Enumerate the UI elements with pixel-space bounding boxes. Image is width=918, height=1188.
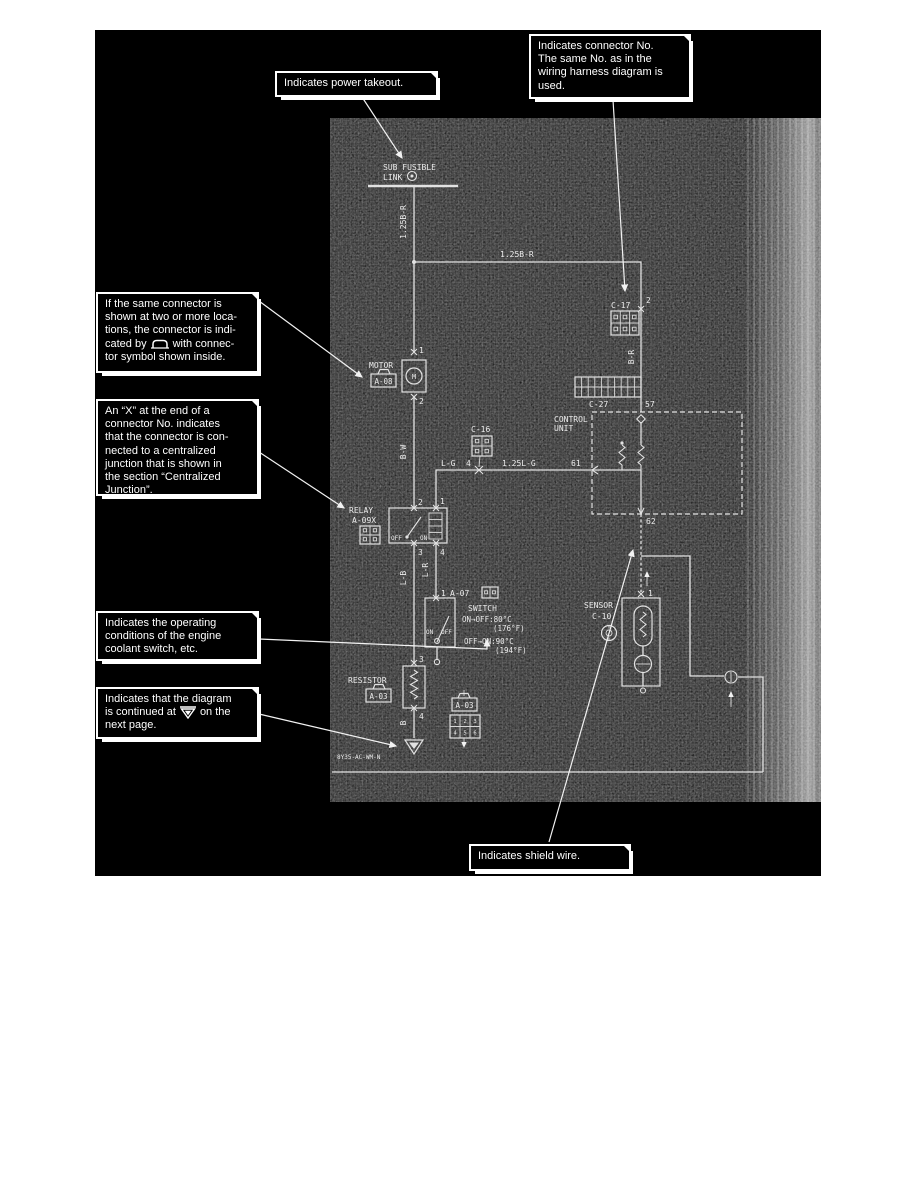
callout-line: Indicates power takeout. [284,77,404,89]
wire-label-b: B [399,720,408,726]
callout-line: nected to a centralized [105,444,216,457]
callout-line: Indicates shield wire. [478,850,581,862]
callout-same-connector [96,292,259,373]
motor-symbol: M [411,373,417,381]
motor-label: MOTOR [369,361,394,370]
callout-line: conditions of the engine [105,630,222,643]
switch-condition-2: (176°F) [493,624,525,633]
a03-pin-1: 1 [453,719,457,725]
control-unit-label-1: CONTROL [554,415,588,424]
sensor-label: SENSOR [584,601,613,610]
callout-power-takeout [275,71,438,97]
callout-x-suffix [96,399,259,496]
switch-state-on: ON [426,629,434,636]
callout-line-pre: is continued at [105,706,176,719]
callout-line-with-icon [105,706,250,719]
pin-relay-2: 2 [418,498,423,507]
a03-pin-4: 4 [453,730,457,737]
pin-motor-2: 2 [419,397,424,406]
pin-relay-4: 4 [440,548,445,557]
switch-condition-3: OFF→ON:90°C [464,637,514,646]
sub-fusible-link-label-2: LINK [383,173,403,182]
connector-a09x-label: A-09X [352,516,377,525]
pin-switch-1: 1 [441,589,446,598]
a03-pin-5: 5 [463,730,467,737]
power-takeout-dot [411,175,414,178]
wire-label-feed-vertical: 1.25B-R [399,205,408,239]
switch-condition-4: (194°F) [495,646,527,655]
callout-line: Indicates the operating [105,617,217,629]
callout-line: Indicates connector No. [538,40,654,52]
callout-line: the section “Centralized [105,471,221,484]
wire-label-br: B-R [627,349,636,365]
callout-connector-no [529,34,691,99]
connector-c27-label: C-27 [589,400,609,409]
wire-label-lr: L-R [421,562,430,578]
switch-state-off: OFF [441,629,452,636]
connector-c10-label: C-10 [592,612,612,621]
callout-line-pre: cated by [105,337,147,350]
callout-continued [96,687,259,739]
a03-pin-2: 2 [463,719,467,725]
callout-line: used. [538,79,565,92]
connector-c17-label: C-17 [611,301,631,310]
pin-relay-3: 3 [418,548,423,557]
connector-a03-resistor-label: A-03 [369,692,388,701]
callout-line: that the connector is con- [105,431,229,444]
relay-state-on: ON [420,535,428,542]
callout-line-post: on the [199,706,231,719]
pin-c16-4: 4 [466,459,471,468]
a03-pin-6: 6 [473,730,477,737]
diagram-code: 8Y35-AC-WM-N [337,754,381,761]
callout-line: tor symbol shown inside. [105,350,226,363]
wire-label-lb: L-B [399,570,408,586]
continuation-triangle-icon [180,706,196,719]
pin-relay-1: 1 [440,497,445,506]
callout-line: If the same connector is [105,298,222,310]
callout-line: junction that is shown in [105,457,222,470]
connector-a03-detail-icon [450,715,480,738]
pin-sensor-1: 1 [648,589,653,598]
callout-line: The same No. as in the [538,53,652,66]
callout-line: wiring harness diagram is [538,66,663,79]
wire-label-feed-horizontal: 1.25B-R [500,250,534,259]
callout-line: coolant switch, etc. [105,643,198,656]
callout-line: connector No. indicates [105,418,220,431]
wire-label-lg-heavy: 1.25L-G [502,459,536,468]
callout-shield-wire [469,844,631,871]
connector-a03-detail [450,690,480,747]
connector-symbol-icon [151,339,169,349]
pin-cu-61: 61 [571,459,581,468]
callout-line-with-icon [105,338,250,351]
callout-line-post: with connec- [172,337,235,350]
pin-cu-62: 62 [646,517,656,526]
pin-c27-57: 57 [645,400,655,409]
wire-label-lg: L-G [441,459,456,468]
connector-a08-label: A-08 [374,377,393,386]
switch-label: SWITCH [468,604,497,613]
relay-label: RELAY [349,506,374,515]
sub-fusible-link-label-1: SUB FUSIBLE [383,163,436,172]
connector-a07-label: A-07 [450,589,470,598]
pin-c17-2: 2 [646,296,651,305]
connector-c16-label: C-16 [471,425,491,434]
callout-line: shown at two or more loca- [105,311,238,324]
relay-state-off: OFF [391,535,402,542]
callout-line: next page. [105,719,157,732]
resistor-label: RESISTOR [348,676,387,685]
switch-condition-1: ON→OFF:80°C [462,615,512,624]
connector-a03-detail-label: A-03 [455,701,474,710]
pin-resistor-3: 3 [419,655,424,664]
control-unit-label-2: UNIT [554,424,574,433]
callout-line: An “X” at the end of a [105,405,210,417]
callout-line: tions, the connector is indi- [105,324,236,337]
a03-pin-3: 3 [473,719,477,725]
callout-operating-conditions [96,611,259,661]
callout-line: Junction”. [105,484,153,497]
callout-line: Indicates that the diagram [105,693,232,705]
pin-resistor-4: 4 [419,712,424,721]
wire-label-bw: B-W [399,444,408,460]
pin-motor-1: 1 [419,346,424,355]
